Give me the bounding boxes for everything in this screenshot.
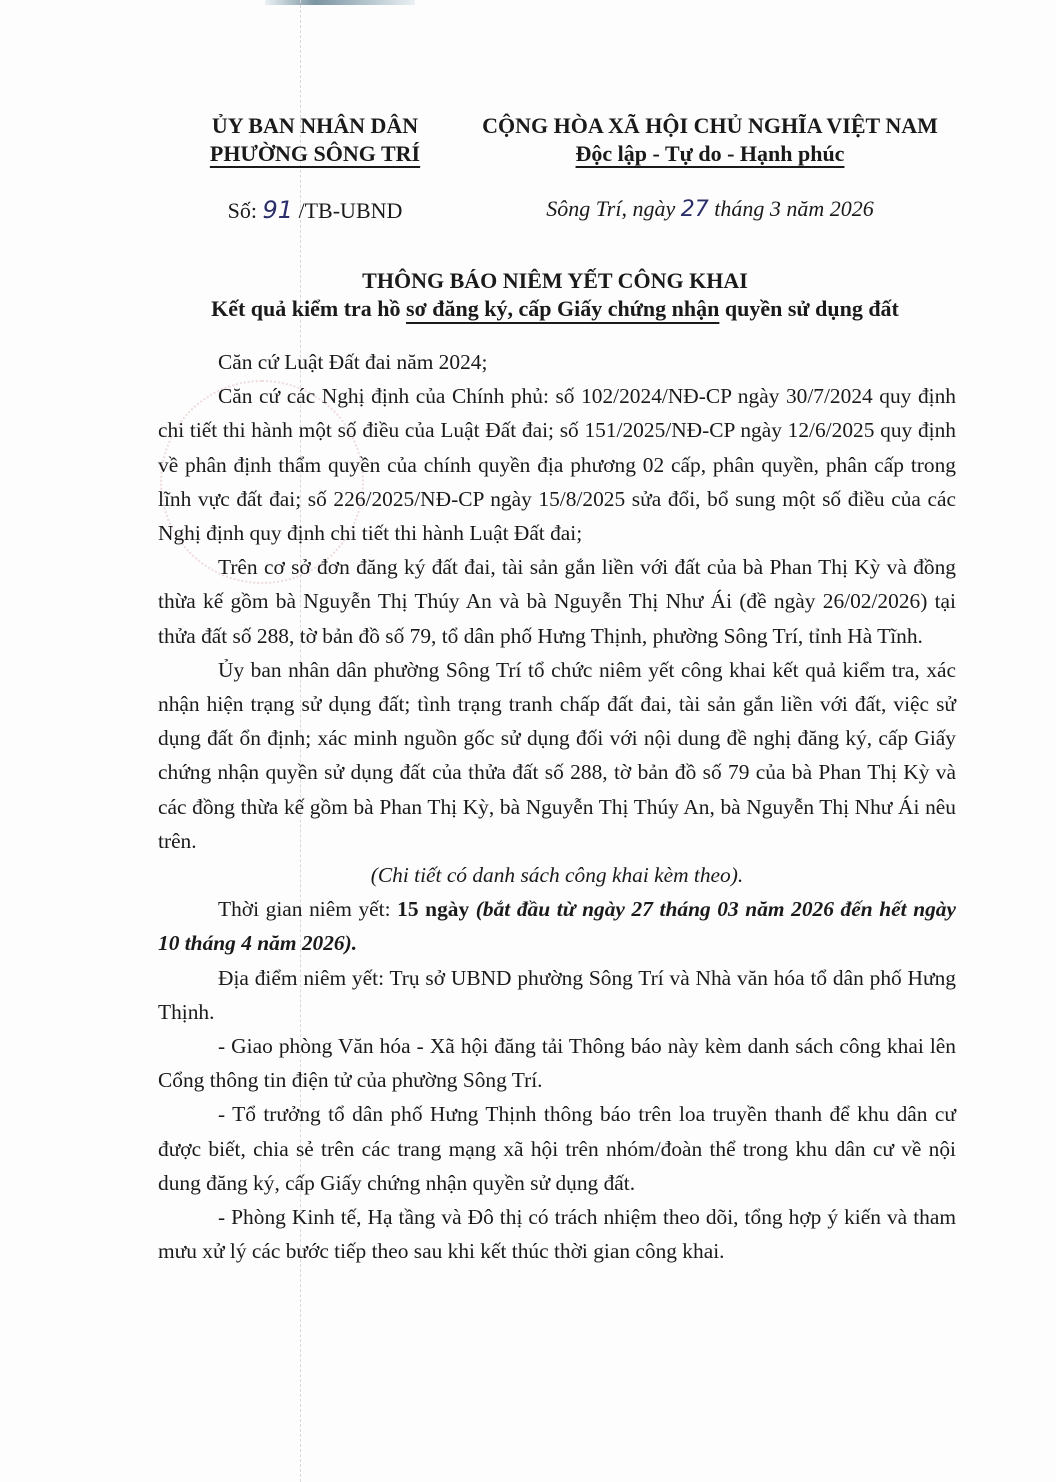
- paragraph-legal-basis-2: Căn cứ các Nghị định của Chính phủ: số 102/2024/NĐ-CP ngày 30/7/2024 quy định chi tiết thi hành một số điều của Luật Đất đai; số 151/2025/NĐ-CP ngày 12/6/2025 quy định về phân định thẩm quyền của chính quyền địa phương 02 cấp, phân quyền, phân cấp trong lĩnh vực đất đai; số 226/2025/NĐ-CP ngày 15/8/2025 sửa đổi, bổ sung một số điều của các Nghị định quy định chi tiết thi hành Luật Đất đai;: [158, 384, 956, 546]
- subtitle-part-c: quyền sử dụng đất: [719, 296, 899, 321]
- date-suffix: tháng 3 năm 2026: [714, 196, 874, 221]
- paragraph-posting-location: Địa điểm niêm yết: Trụ sở UBND phường Sông Trí và Nhà văn hóa tổ dân phố Hưng Thịnh.: [158, 965, 956, 1024]
- date-prefix: Sông Trí, ngày: [546, 196, 676, 221]
- posting-period-duration: 15 ngày: [397, 897, 470, 922]
- doc-no-suffix: /TB-UBND: [298, 198, 403, 223]
- date-day-handwritten: 27: [680, 197, 709, 222]
- doc-no-prefix: Số:: [227, 198, 257, 223]
- posting-period-label: Thời gian niêm yết:: [218, 897, 398, 922]
- document-title: THÔNG BÁO NIÊM YẾT CÔNG KHAI: [362, 268, 748, 293]
- agency-line2: [190, 140, 440, 168]
- scan-artifact: [265, 0, 415, 5]
- paragraph-task-economy: - Phòng Kinh tế, Hạ tầng và Đô thị có trách nhiệm theo dõi, tổng hợp ý kiến và tham mưu xử lý các bước tiếp theo sau khi kết thúc thời gian công khai.: [158, 1205, 956, 1264]
- agency-header: [190, 112, 440, 168]
- agency-name: PHƯỜNG SÔNG TRÍ: [209, 141, 421, 166]
- agency-line1: ỦY BAN NHÂN DÂN: [211, 113, 419, 138]
- document-subtitle: [150, 296, 960, 322]
- paragraph-attachment-note: (Chi tiết có danh sách công khai kèm theo).: [370, 863, 744, 888]
- paragraph-legal-basis-1: Căn cứ Luật Đất đai năm 2024;: [218, 350, 488, 374]
- subtitle-part-b: sơ đăng ký, cấp Giấy chứng nhận: [406, 296, 720, 321]
- document-body: [158, 345, 956, 1268]
- paragraph-task-culture: - Giao phòng Văn hóa - Xã hội đăng tải Thông báo này kèm danh sách công khai lên Cổng thông tin điện tử của phường Sông Trí.: [158, 1034, 956, 1093]
- paragraph-announcement: Ủy ban nhân dân phường Sông Trí tổ chức niêm yết công khai kết quả kiểm tra, xác nhận hiện trạng sử dụng đất; tình trạng tranh chấp đất đai, tài sản gắn liền với đất, việc sử dụng đất ổn định; xác minh nguồn gốc sử dụng đối với nội dung đề nghị đăng ký, cấp Giấy chứng nhận quyền sử dụng đất của thửa đất số 288, tờ bản đồ số 79 của bà Phan Thị Kỳ và các đồng thừa kế gồm bà Phan Thị Kỳ, bà Nguyễn Thị Thúy An, bà Nguyễn Thị Như Ái nêu trên.: [158, 657, 956, 853]
- nation-line2: [455, 140, 965, 168]
- document-number: [190, 196, 440, 224]
- doc-no-handwritten: 91: [262, 196, 293, 224]
- date-line: [455, 196, 965, 222]
- motto: Độc lập - Tự do - Hạnh phúc: [575, 141, 845, 166]
- nation-line1: CỘNG HÒA XÃ HỘI CHỦ NGHĨA VIỆT NAM: [482, 113, 938, 138]
- paragraph-task-neighborhood: - Tổ trưởng tổ dân phố Hưng Thịnh thông báo trên loa truyền thanh để khu dân cư được biết, chia sẻ trên các trang mạng xã hội trên nhóm/đoàn thể trong khu dân cư về nội dung đăng ký, cấp Giấy chứng nhận quyền sử dụng đất.: [158, 1102, 956, 1195]
- national-header: [455, 112, 965, 168]
- posting-period-dates: (bắt đầu từ ngày 27 tháng 03 năm 2026 đến hết ngày 10 tháng 4 năm 2026).: [158, 897, 956, 956]
- paragraph-application: Trên cơ sở đơn đăng ký đất đai, tài sản gắn liền với đất của bà Phan Thị Kỳ và đồng thừa kế gồm bà Nguyễn Thị Thúy An và bà Nguyễn Thị Như Ái (đề ngày 26/02/2026) tại thửa đất số 288, tờ bản đồ số 79, tổ dân phố Hưng Thịnh, phường Sông Trí, tỉnh Hà Tĩnh.: [158, 555, 956, 648]
- paragraph-posting-period: [158, 892, 956, 960]
- subtitle-part-a: Kết quả kiểm tra hồ: [211, 296, 407, 321]
